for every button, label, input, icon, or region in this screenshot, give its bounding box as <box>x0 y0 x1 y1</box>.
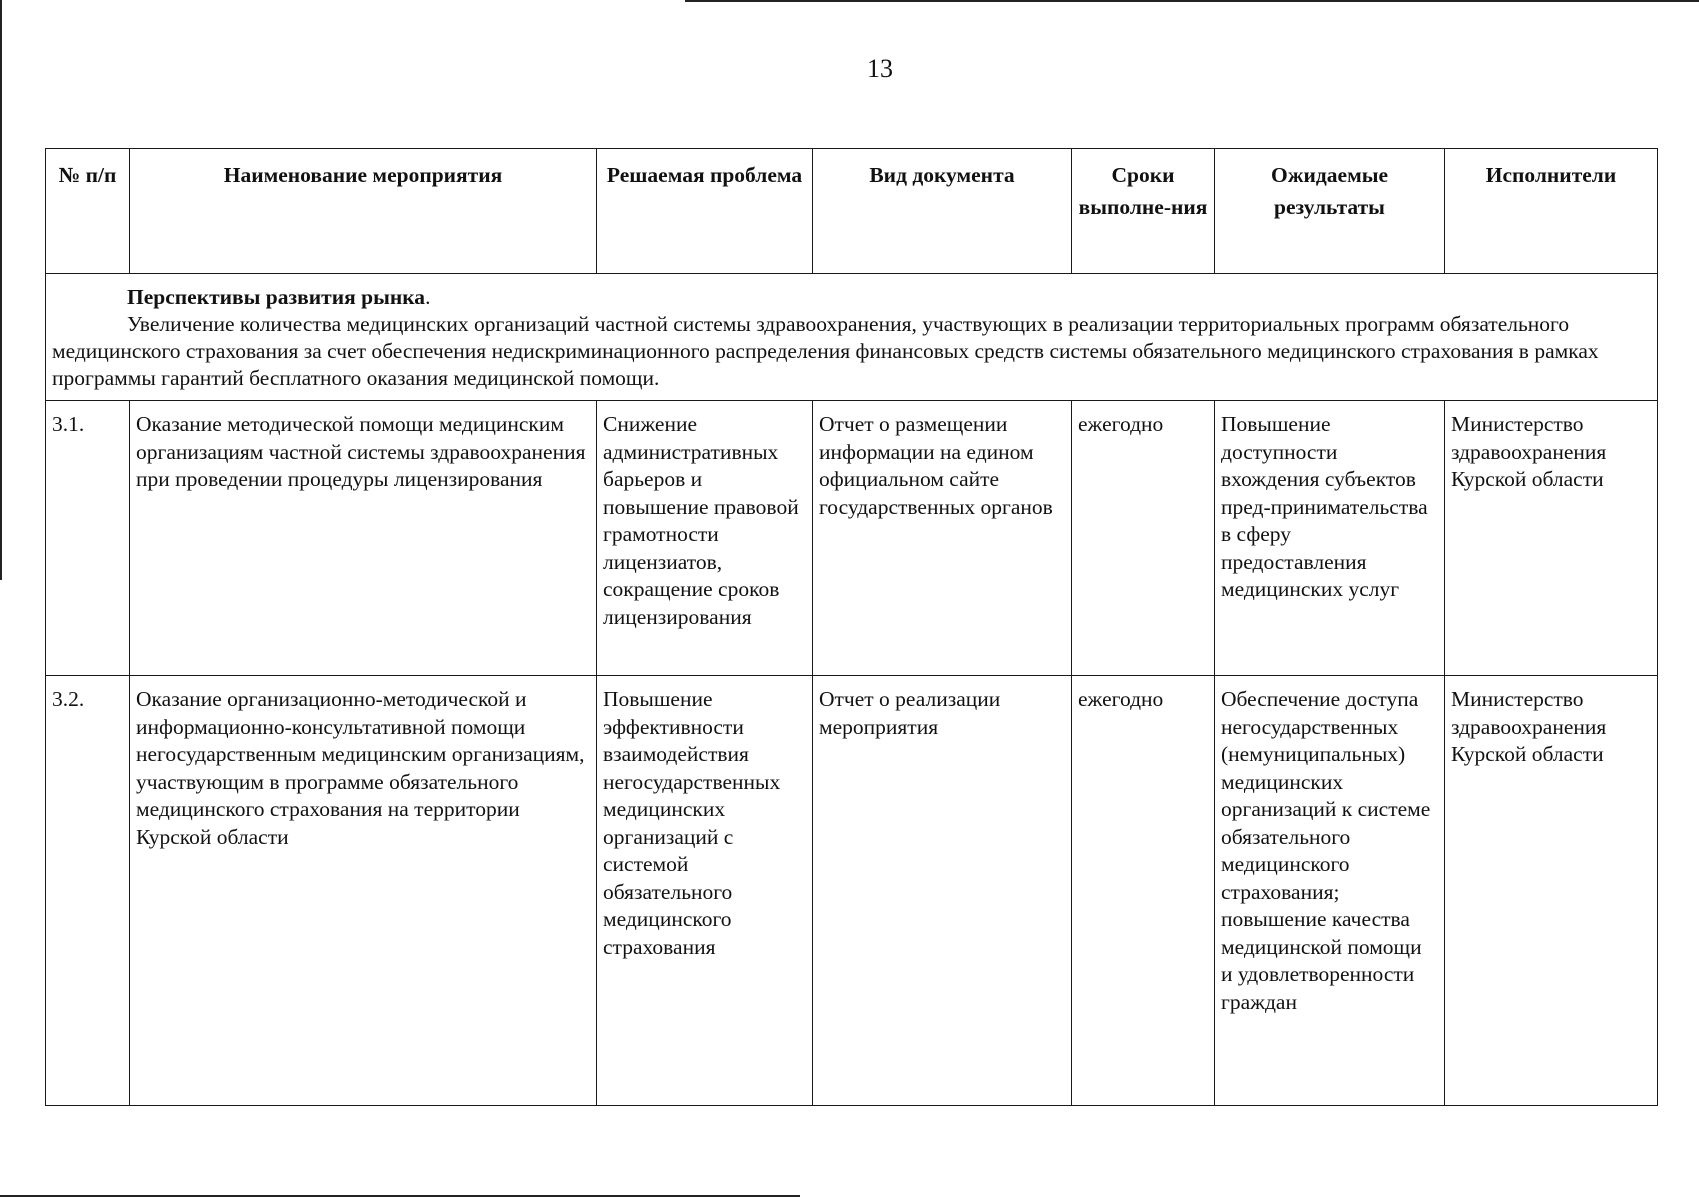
scan-edge-top <box>685 0 1699 2</box>
table-header-row <box>46 149 1658 274</box>
header-name: Наименование мероприятия <box>130 149 597 274</box>
header-executors: Исполнители <box>1445 149 1658 274</box>
row-deadline: ежегодно <box>1072 401 1215 676</box>
header-num: № п/п <box>46 149 130 274</box>
table-row <box>46 676 1658 1106</box>
row-results: Обеспечение доступа негосударственных (немуниципальных) медицинских организаций к системе обязательного медицинского страхования; повышение качества медицинской помощи и удовлетворенности граждан <box>1215 676 1445 1106</box>
page-number: 13 <box>867 54 893 83</box>
row-name: Оказание организационно-методической и информационно-консультативной помощи негосударственным медицинским организациям, участвующим в программе обязательного медицинского страхования на территории Курской области <box>130 676 597 1106</box>
row-doc-type: Отчет о реализации мероприятия <box>813 676 1072 1106</box>
row-doc-type: Отчет о размещении информации на едином официальном сайте государственных органов <box>813 401 1072 676</box>
row-name: Оказание методической помощи медицинским организациям частной системы здравоохранения при проведении процедуры лицензирования <box>130 401 597 676</box>
row-num: 3.1. <box>46 401 130 676</box>
section-title: Перспективы развития рынка <box>127 285 426 309</box>
table-row <box>46 401 1658 676</box>
row-executors: Министерство здравоохранения Курской области <box>1445 676 1658 1106</box>
section-row <box>46 274 1658 401</box>
section-text: Увеличение количества медицинских организаций частной системы здравоохранения, участвующих в реализации территориальных программ обязательного медицинского страхования за счет обеспечения недискриминационного распределения финансовых средств системы обязательного медицинского страхования в рамках программы гарантий бесплатного оказания медицинской помощи. <box>52 312 1599 390</box>
plan-table <box>45 148 1658 1106</box>
header-problem: Решаемая проблема <box>597 149 813 274</box>
row-executors: Министерство здравоохранения Курской области <box>1445 401 1658 676</box>
scan-edge-left <box>0 0 2 580</box>
header-doc-type: Вид документа <box>813 149 1072 274</box>
row-deadline: ежегодно <box>1072 676 1215 1106</box>
header-deadline: Сроки выполне-ния <box>1072 149 1215 274</box>
section-heading <box>52 284 1651 311</box>
row-num: 3.2. <box>46 676 130 1106</box>
section-cell <box>46 274 1658 401</box>
header-results: Ожидаемые результаты <box>1215 149 1445 274</box>
row-problem: Повышение эффективности взаимодействия негосударственных медицинских организаций с системой обязательного медицинского страхования <box>597 676 813 1106</box>
plan-table-container <box>45 148 1657 1106</box>
row-problem: Снижение административных барьеров и повышение правовой грамотности лицензиатов, сокращение сроков лицензирования <box>597 401 813 676</box>
section-title-suffix: . <box>425 285 431 309</box>
scan-edge-bottom <box>0 1195 800 1197</box>
row-results: Повышение доступности вхождения субъектов пред-принимательства в сферу предоставления медицинских услуг <box>1215 401 1445 676</box>
